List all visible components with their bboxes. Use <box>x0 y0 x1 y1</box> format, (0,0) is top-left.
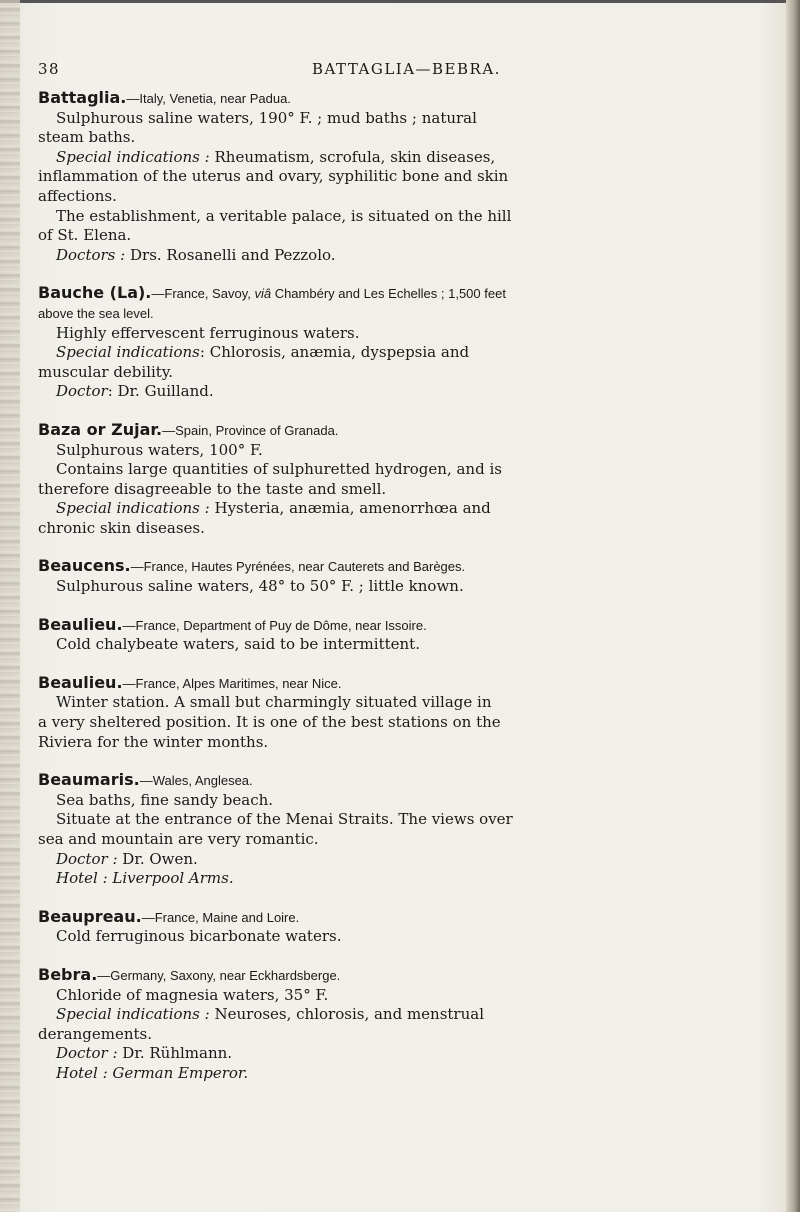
entry-location: —Germany, Saxony, near Eckhardsberge. <box>97 967 341 983</box>
running-title: BATTAGLIA—BEBRA. <box>312 60 501 78</box>
entry-text: Sulphurous waters, 100° F. <box>56 440 263 459</box>
entry-text: Special indications : Neuroses, chlorosis, and menstrual <box>56 1005 485 1024</box>
entry-text: Contains large quantities of sulphuretted hydrogen, and is <box>56 460 502 479</box>
entry-location: —France, Hautes Pyrénées, near Cauterets and Barèges. <box>130 559 466 575</box>
entry-text: Doctor : Dr. Rühlmann. <box>56 1044 233 1063</box>
entry-bebra <box>38 965 763 1084</box>
entry-text: Hotel : Liverpool Arms. <box>56 869 234 888</box>
entry-location: —Italy, Venetia, near Padua. <box>126 91 291 106</box>
entry-headword: Beaulieu. <box>38 614 123 634</box>
entry-text: Doctor : Dr. Owen. <box>56 849 198 868</box>
entry-headword: Beaulieu. <box>38 672 123 692</box>
entry-heading <box>38 420 763 441</box>
entry-beaulieu-puy-de-dome <box>38 615 763 655</box>
entry-headword: Battaglia. <box>38 88 127 107</box>
entry-headword: Bebra. <box>38 964 98 984</box>
entry-heading <box>38 673 763 694</box>
entry-heading <box>38 907 763 928</box>
entry-location: —France, Maine and Loire. <box>141 909 300 925</box>
entry-text: Special indications : Hysteria, anæmia, amenorrhœa and <box>56 499 491 518</box>
entry-text: Chloride of magnesia waters, 35° F. <box>56 985 329 1004</box>
top-rule <box>0 0 790 3</box>
entry-text: chronic skin diseases. <box>38 518 205 537</box>
entry-text: Doctor: Dr. Guilland. <box>56 382 214 401</box>
entry-text: Special indications: Chlorosis, anæmia, dyspepsia and <box>56 343 470 362</box>
page-binding-edge <box>0 0 20 1212</box>
entry-text: Doctors : Drs. Rosanelli and Pezzolo. <box>56 245 336 264</box>
entry-headword: Beaupreau. <box>38 906 142 926</box>
entry-text: Winter station. A small but charmingly situated village in <box>56 693 492 712</box>
entry-text: Sea baths, fine sandy beach. <box>56 790 274 809</box>
entry-text: Sulphurous saline waters, 190° F. ; mud baths ; natural <box>56 108 477 127</box>
entry-location: —France, Department of Puy de Dôme, near Issoire. <box>122 617 427 633</box>
entry-location: —Wales, Anglesea. <box>139 773 253 789</box>
entry-baza <box>38 420 763 539</box>
entry-location: —France, Savoy, viâ Chambéry and Les Echelles ; 1,500 feet <box>151 286 506 302</box>
entry-text: The establishment, a veritable palace, is situated on the hill <box>56 206 512 225</box>
entry-text: affections. <box>38 186 117 205</box>
entry-headword: Beaucens. <box>38 556 131 576</box>
entry-headword: Bauche (La). <box>38 283 152 303</box>
entry-text: steam baths. <box>38 128 136 147</box>
entry-text: muscular debility. <box>38 362 174 381</box>
entries <box>38 88 763 1102</box>
entry-heading <box>38 88 763 109</box>
entry-headword: Baza or Zujar. <box>38 419 163 439</box>
entry-heading <box>38 770 763 791</box>
entry-text: Cold ferruginous bicarbonate waters. <box>56 927 342 946</box>
page-right-edge <box>786 0 800 1212</box>
page-number: 38 <box>38 60 61 78</box>
entry-text: Highly effervescent ferruginous waters. <box>56 323 360 342</box>
entry-text: Situate at the entrance of the Menai Straits. The views over <box>56 810 513 829</box>
entry-beaulieu-nice <box>38 673 763 752</box>
entry-text: Cold chalybeate waters, said to be intermittent. <box>56 635 420 654</box>
entry-beaumaris <box>38 770 763 889</box>
entry-text: a very sheltered position. It is one of the best stations on the <box>38 713 501 732</box>
entry-text: derangements. <box>38 1024 152 1043</box>
entry-text: of St. Elena. <box>38 226 132 245</box>
entry-text: Sulphurous saline waters, 48° to 50° F. ; little known. <box>56 577 464 596</box>
entry-beaupreau <box>38 907 763 947</box>
entry-text: inflammation of the uterus and ovary, syphilitic bone and skin <box>38 167 509 186</box>
entry-beaucens <box>38 556 763 596</box>
entry-text: Riviera for the winter months. <box>38 732 269 751</box>
entry-heading <box>38 556 763 577</box>
entry-heading <box>38 965 763 986</box>
entry-text: therefore disagreeable to the taste and smell. <box>38 479 387 498</box>
entry-location-cont: above the sea level. <box>38 305 154 321</box>
entry-battaglia <box>38 88 763 265</box>
entry-text: Special indications : Rheumatism, scrofula, skin diseases, <box>56 147 496 166</box>
entry-text: sea and mountain are very romantic. <box>38 830 319 848</box>
entry-heading <box>38 283 763 304</box>
entry-location: —France, Alpes Maritimes, near Nice. <box>122 675 342 691</box>
entry-heading <box>38 615 763 636</box>
page-header <box>0 60 800 84</box>
entry-bauche <box>38 283 763 402</box>
entry-text: Hotel : German Emperor. <box>56 1063 249 1082</box>
entry-location: —Spain, Province of Granada. <box>162 422 339 438</box>
entry-headword: Beaumaris. <box>38 770 140 790</box>
